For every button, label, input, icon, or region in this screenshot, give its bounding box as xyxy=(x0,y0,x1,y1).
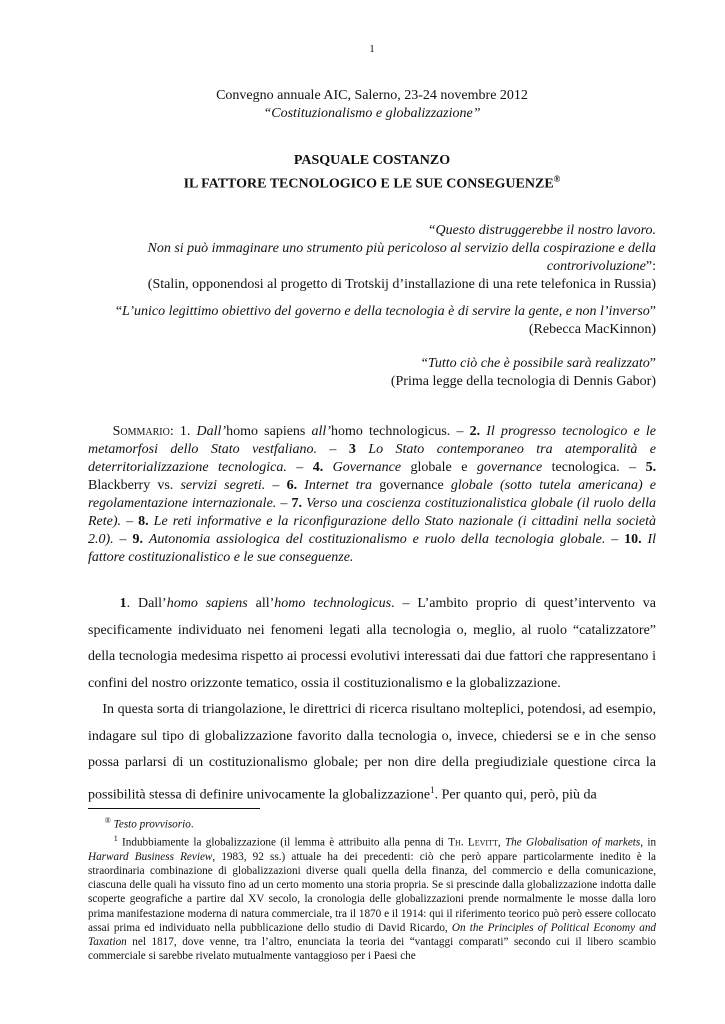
summary-text: Verso una coscienza costituzionalistica globale (il ruolo della Rete). xyxy=(88,496,657,529)
footnote-text: , 1983, 92 ss.) attuale ha dei precedenti: ciò che però appare particolarmente inedito è la straordinaria combinazione di globalizzazioni diverse quali quella della finanza, del commercio e della comunicazione, ciascuna delle quali ha vissuto fino ad un certo momento una storia propria. Se si prescinde dalla globalizzazione indotta dalle scoperte geografiche a partire dal XV secolo, la cronologia delle globalizzazioni prende normalmente le mosse dalla loro prima manifestazione moderna di natura commerciale, tra il 1870 e il 1914: qui il riferimento teorico può però essere collocato assai prima ed individuato nella pubblicazione dello studio di David Ricardo, xyxy=(88,850,657,934)
epigraph-line xyxy=(88,303,656,321)
summary-num: 4. xyxy=(312,460,324,475)
epigraph-punct: ”: xyxy=(645,259,656,274)
summary-text: homo sapiens xyxy=(226,424,306,439)
footnote-text: Testo provvisorio xyxy=(113,818,191,831)
summary-num: 8. xyxy=(138,514,149,529)
epigraph-line xyxy=(88,258,656,276)
summary-text: Internet tra xyxy=(304,478,373,493)
footnote-mark: 1 xyxy=(113,833,118,843)
summary-text: governance xyxy=(379,478,444,493)
summary-text: Autonomia assiologica del costituzionalismo e ruolo della tecnologia globale. xyxy=(148,532,606,547)
page-number: 1 xyxy=(369,43,375,55)
footnote-divider xyxy=(88,808,260,809)
section-title: homo technologicus xyxy=(274,596,392,611)
summary-label: Sommario xyxy=(112,424,170,439)
body-text xyxy=(88,591,656,809)
epigraph-attribution: (Prima legge della tecnologia di Dennis Gabor) xyxy=(390,374,656,389)
summary-num: 6. xyxy=(286,478,298,493)
epigraph-punct: “ xyxy=(421,356,428,371)
epigraph-gabor xyxy=(88,355,656,391)
title-block xyxy=(88,152,656,194)
paragraph-text: . – L’ambito proprio di quest’intervento va specificamente individuato nei fenomeni legati alla tecnologia o, meglio, al ruolo “catalizzatore” della tecnologia medesima rispetto ai processi evolutivi interessati dai due fattori che rappresentano i confini del nostro orizzonte tematico, ossia il costituzionalismo e la globalizzazione. xyxy=(88,596,656,691)
paragraph-text: . Per quanto qui, però, più da xyxy=(434,787,597,803)
epigraph-text: “Questo distruggerebbe il nostro lavoro. xyxy=(427,223,656,238)
summary-text: globale e xyxy=(410,460,468,475)
summary-text: servizi segreti. xyxy=(180,478,266,493)
footnote: $^1$ Indubbiamente la globalizzazione (il lemma è attribuito alla penna di Th. Levitt, The Globalisation of markets, in Harward Business Review, 1983, 92 ss.) attuale ha dei precedenti: ciò che però appare particolarmente inedito è la straordinaria combinazione di globalizzazioni diverse quali quella della finanza, del commercio e della comunicazione, ciascuna delle quali ha vissuto fino ad un certo momento una storia propria. Se si prescinde dalla globalizzazione indotta dalle scoperte geografiche a partire dal XV secolo, la cronologia delle globalizzazioni prende normalmente le mosse dalla loro prima manifestazione moderna di natura commerciale, tra il 1870 e il 1914: qui il riferimento teorico può però essere collocato assai prima ed individuato nella pubblicazione dello studio di David Ricardo, On the Principles of Political Economy and Taxation nel 1817, dove venne, tra l’altro, enunciata la teoria dei “vantaggi comparati” secondo cui il libero scambio commerciale si sarebbe rivelato mutualmente vantaggioso per i Paesi che xyxy=(88,833,657,963)
summary-text: Il progresso tecnologico e le metamorfosi dello Stato vestfaliano. xyxy=(88,424,657,457)
epigraph-punct: ” xyxy=(649,356,656,371)
epigraph-line xyxy=(88,355,656,373)
epigraph-text: L’unico legittimo obiettivo del governo e della tecnologia è di servire la gente, e non l’inverso xyxy=(122,304,650,319)
summary-text: Lo Stato contemporaneo tra atemporalità e deterritorializzazione tecnologica. xyxy=(88,442,657,475)
summary-text: Governance xyxy=(332,460,402,475)
summary-num: 7. xyxy=(291,496,302,511)
epigraph-line xyxy=(88,222,656,240)
summary-num: 3 xyxy=(348,442,356,457)
summary-text: globale (sotto tutela americana) e regolamentazione internazionale. xyxy=(88,478,657,511)
footnote: ® Testo provvisorio. xyxy=(104,816,194,831)
title-note-mark: ® xyxy=(553,174,561,184)
summary-num: 2. xyxy=(469,424,481,439)
conference-line: Convegno annuale AIC, Salerno, 23-24 novembre 2012 xyxy=(216,88,528,103)
summary-text: Il fattore costituzionalistico e le sue conseguenze. xyxy=(88,532,657,565)
epigraph-attribution: (Rebecca MacKinnon) xyxy=(528,322,656,337)
epigraph-text: Non si può immaginare uno strumento più pericoloso al servizio della cospirazione e della xyxy=(147,241,656,256)
paragraph: 1. Dall’homo sapiens all’homo technologicus. – L’ambito proprio di quest’intervento va specificamente individuato nei fenomeni legati alla tecnologia o, meglio, al ruolo “catalizzatore” della tecnologia medesima rispetto ai processi evolutivi interessati dai due fattori che rappresentano i confini del nostro orizzonte tematico, ossia il costituzionalismo e la globalizzazione. xyxy=(88,596,656,691)
epigraph-stalin xyxy=(88,222,656,294)
footnote-work: On the Principles of Political Economy and Taxation xyxy=(88,921,657,949)
footnote-journal: Harward Business Review xyxy=(88,850,213,863)
summary-text: Le reti informative e la riconfigurazione dello Stato nazionale (i cittadini nella società 2.0). xyxy=(88,514,657,547)
footnote-title: The Globalisation of markets xyxy=(504,836,641,849)
author-name: PASQUALE COSTANZO xyxy=(293,153,451,168)
epigraph-text: controrivoluzione xyxy=(546,259,646,274)
summary: Sommario: 1. Dall’homo sapiens all’homo technologicus. – 2. Il progresso tecnologico e le metamorfosi dello Stato vestfaliano. – 3 Lo Stato contemporaneo tra atemporalità e deterritorializzazione tecnologica. – 4. Governance globale e governance tecnologica. – 5. Blackberry vs. servizi segreti. – 6. Internet tra governance globale (sotto tutela americana) e regolamentazione internazionale. – 7. Verso una coscienza costituzionalistica globale (il ruolo della Rete). – 8. Le reti informative e la riconfigurazione dello Stato nazionale (i cittadini nella società 2.0). – 9. Autonomia assiologica del costituzionalismo e ruolo della tecnologia globale. – 10. Il fattore costituzionalistico e le sue conseguenze. xyxy=(88,424,657,565)
section-title: all’ xyxy=(255,596,275,611)
section-title: homo sapiens xyxy=(166,596,248,611)
summary-num: 9. xyxy=(132,532,143,547)
paragraph xyxy=(88,697,656,809)
footnote-mark: ® xyxy=(104,816,111,825)
conference-theme-text: “Costituzionalismo e globalizzazione” xyxy=(263,106,481,121)
footnote-ref[interactable]: 1 xyxy=(430,784,435,795)
section-title: Dall’ xyxy=(137,596,167,611)
footnotes xyxy=(88,814,656,964)
epigraph-mackinnon xyxy=(88,303,656,339)
summary-text: tecnologica. – xyxy=(551,460,637,475)
footnote-text: nel 1817, dove venne, tra l’altro, enunciata la teoria dei “vantaggi comparati” secondo cui il libero scambio commerciale si sarebbe rivelato mutualmente vantaggioso per i Paesi che xyxy=(88,936,656,963)
conference-header xyxy=(88,87,656,123)
summary-text: governance xyxy=(476,460,543,475)
paper-title xyxy=(88,170,656,194)
epigraph-text: Tutto ciò che è possibile sarà realizzato xyxy=(427,356,650,371)
summary-num: 5. xyxy=(645,460,657,475)
epigraph-punct: “ xyxy=(115,304,123,319)
summary-text: Blackberry vs. xyxy=(88,478,174,493)
footnote-author: Th. Levitt xyxy=(448,836,498,849)
epigraph-attribution: (Stalin, opponendosi al progetto di Trotskij d’installazione di una rete telefonica in Russia) xyxy=(147,277,656,292)
epigraph-punct: ” xyxy=(649,304,656,319)
summary-num: 1. xyxy=(179,424,191,439)
summary-num: 10. xyxy=(624,532,642,547)
summary-text: all’ xyxy=(311,424,331,439)
footnote-text: Indubbiamente la globalizzazione (il lemma è attribuito alla penna di xyxy=(122,836,444,849)
epigraph-line xyxy=(88,240,656,258)
paper-title-text: IL FATTORE TECNOLOGICO E LE SUE CONSEGUENZE xyxy=(183,176,554,192)
footnote-text: , in xyxy=(640,836,657,849)
summary-text: Dall’ xyxy=(196,424,227,439)
paragraph-text: In questa sorta di triangolazione, le direttrici di ricerca risultano molteplici, potendosi, ad esempio, indagare sul tipo di globalizzazione favorito dalla tecnologia o, invece, chiedersi se e in che senso possa parlarsi di un costituzionalismo globale; per non dire della pregiudiziale questione circa la possibilità stessa di definire univocamente la globalizzazione xyxy=(88,702,656,803)
section-number: 1 xyxy=(119,596,127,611)
summary-text: homo technologicus. – xyxy=(330,424,464,439)
conference-theme xyxy=(88,105,656,123)
